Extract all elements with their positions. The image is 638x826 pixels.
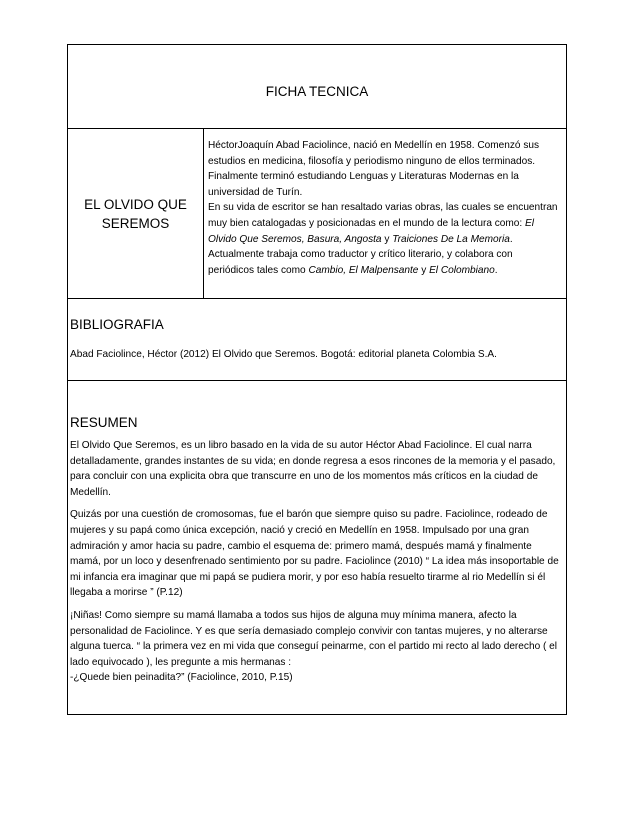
- resumen-paragraph: Quizás por una cuestión de cromosomas, fue el barón que siempre quiso su padre. Faciolince, rodeado de mujeres y su papá como única excepción, nació y creció en Medellín en 1958. Impulsado por una gran admiración y amor hacia su padre, cambio el esquema de: primero mamá, después mamá y finalmente mamá, por un loco y desenfrenado sentimiento por su padre. Faciolince (2010) “ La idea más insoportable de mi infancia era imaginar que mi papá se pudiera morir, y por eso había resuelto tirarme al rio Medellín si él llegaba a morirse ” (P.12): [70, 509, 559, 599]
- resumen-paragraph: -¿Quede bien peinadita?” (Faciolince, 2010, P.15): [70, 672, 293, 684]
- book-title-cell: [68, 129, 204, 298]
- works-last: Traiciones De La Memoria: [392, 233, 510, 245]
- resumen-heading: RESUMEN: [70, 415, 138, 430]
- author-bio-paragraph: HéctorJoaquín Abad Faciolince, nació en Medellín en 1958. Comenzó sus estudios en medicina, filosofía y periodismo ninguno de ellos terminados. Finalmente terminó estudiando Lenguas y Literaturas Modernas en la universidad de Turín.: [208, 140, 540, 198]
- author-works-paragraph: [208, 200, 560, 278]
- ficha-tecnica-table: [67, 44, 567, 715]
- works-intro: En su vida de escritor se han resaltado varias obras, las cuales se encuentran muy bien catalogadas y posicionadas en el mundo de la lectura como:: [208, 202, 558, 229]
- author-info-cell: [208, 138, 560, 278]
- book-title: EL OLVIDO QUE SEREMOS: [84, 196, 187, 231]
- works-end: .: [494, 264, 498, 276]
- works-conjunction: y: [381, 233, 393, 245]
- papers-conjunction: y: [418, 264, 430, 276]
- bibliografia-entry: Abad Faciolince, Héctor (2012) El Olvido que Seremos. Bogotá: editorial planeta Colombia S.A.: [70, 349, 497, 360]
- papers-list: Cambio, El Malpensante: [308, 264, 419, 276]
- works-list: El Olvido Que Seremos, Basura, Angosta: [208, 217, 535, 245]
- bibliografia-row: [68, 299, 566, 381]
- resumen-row: [68, 381, 566, 714]
- title-row: [68, 45, 566, 129]
- resumen-body: [70, 438, 560, 693]
- papers-last: El Colombiano: [429, 264, 495, 276]
- works-middle: . Actualmente trabaja como traductor y crítico literario, y colabora con periódicos tales como: [208, 233, 513, 276]
- document-title: FICHA TECNICA: [265, 84, 369, 99]
- resumen-paragraph: ¡Niñas! Como siempre su mamá llamaba a todos sus hijos de alguna muy mínima manera, afecto la personalidad de Faciolince. Y es que sería demasiado complejo convivir con tantas mujeres, y no alterarse alguna tuerca. “ la primera vez en mi vida que conseguí peinarme, con el partido mi recto al lado derecho ( el lado equivocado ), les pregunte a mis hermanas :: [70, 609, 558, 668]
- author-row: [68, 129, 566, 299]
- bibliografia-heading: BIBLIOGRAFIA: [70, 317, 164, 332]
- resumen-paragraph: El Olvido Que Seremos, es un libro basado en la vida de su autor Héctor Abad Faciolince. El cual narra detalladamente, grandes instantes de su vida; en donde regresa a esos rincones de la memoria y el pasado, para concluir con una explicita obra que transcurre en uno de los momentos más críticos en la ciudad de Medellín.: [70, 440, 556, 498]
